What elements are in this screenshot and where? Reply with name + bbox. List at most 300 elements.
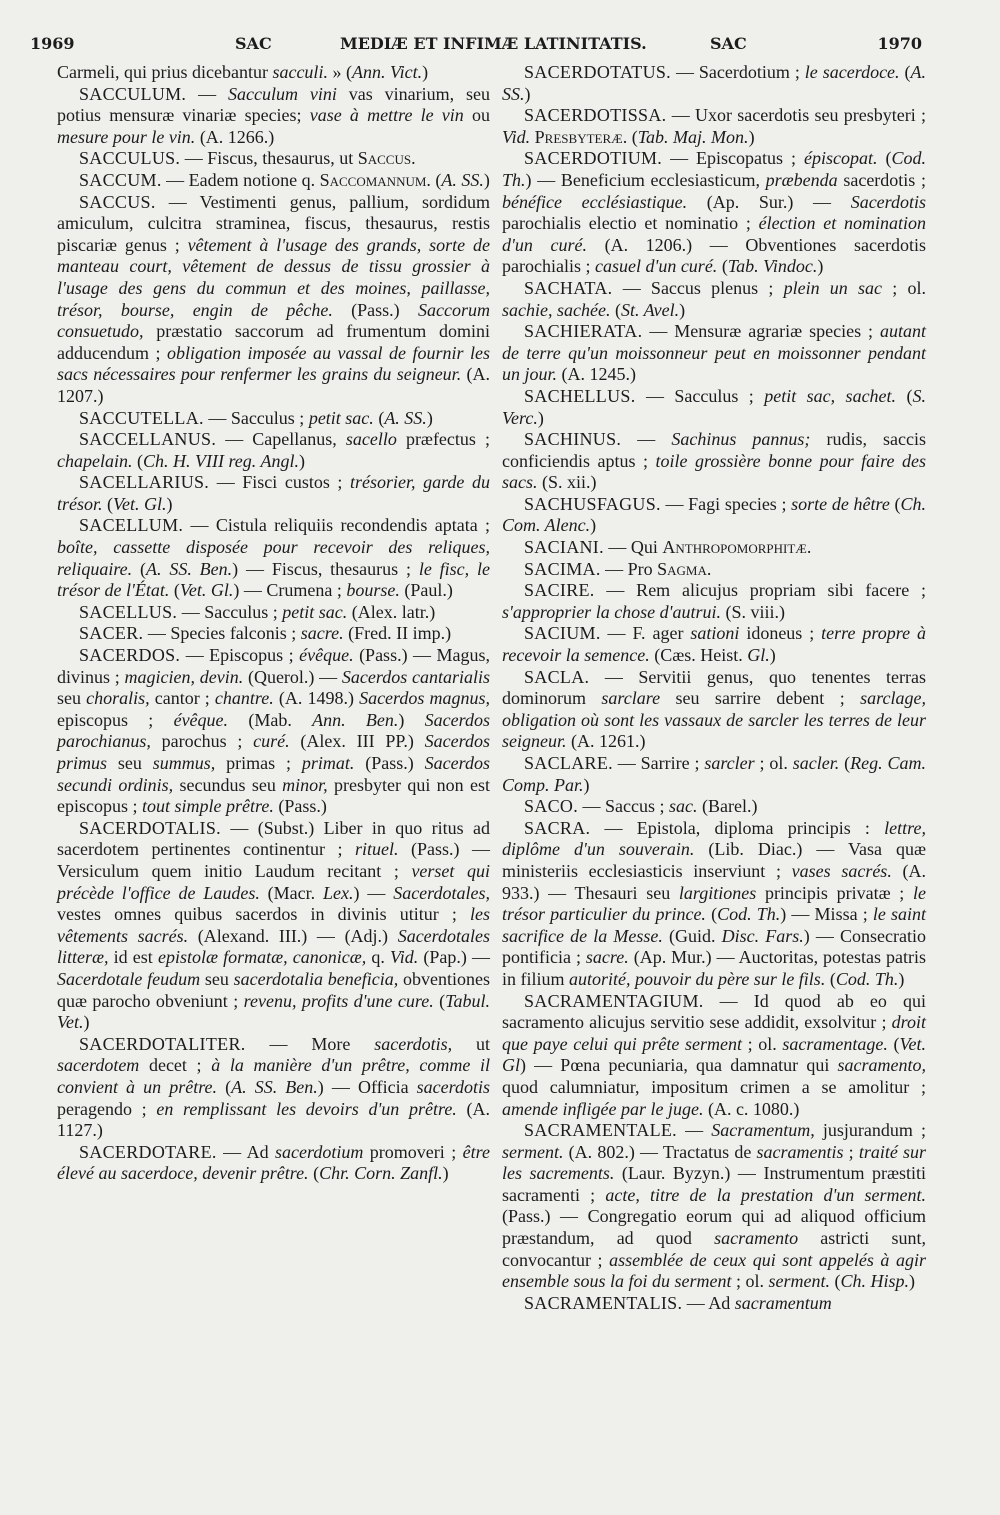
italic-text: terre propre à recevoir la semence. bbox=[502, 623, 927, 666]
italic-text: Sacerdos parochianus, bbox=[57, 709, 490, 752]
entry-text: (A. c. 1080.) bbox=[703, 1098, 800, 1119]
dictionary-entry bbox=[57, 645, 490, 818]
entry-text: (A. 933.) — Thesauri seu bbox=[502, 860, 926, 903]
entry-text: . bbox=[706, 558, 712, 579]
entry-text: — Fagi species ; bbox=[660, 493, 792, 514]
italic-text: Disc. Fars. bbox=[721, 925, 804, 946]
italic-text: les vêtements sacrés. bbox=[57, 904, 490, 946]
dictionary-entry bbox=[502, 667, 926, 753]
entry-text: obventiones quæ parocho obveniunt ; bbox=[57, 968, 490, 1011]
entry-text: cantor ; bbox=[149, 688, 215, 709]
entry-text: ; ol. bbox=[754, 753, 793, 773]
entry-text: ut bbox=[452, 1033, 490, 1054]
entry-text: seu sarrire debent ; bbox=[660, 688, 861, 709]
entry-text: presbyter qui non est episcopus ; bbox=[57, 774, 491, 817]
entry-text: (Pap.) — bbox=[418, 947, 490, 968]
entry-text: episcopus ; bbox=[57, 709, 174, 730]
italic-text: petit sac. bbox=[308, 407, 374, 428]
italic-text: casuel d'un curé. bbox=[594, 256, 718, 277]
italic-text: Sacerdos cantarialis bbox=[341, 666, 490, 687]
dictionary-entry bbox=[502, 148, 926, 278]
entry-text: ( bbox=[899, 62, 911, 82]
italic-text: autant de terre qu'un moissonneur peut en moissonner pendant un jour. bbox=[502, 321, 926, 385]
entry-text: — Sarrire ; bbox=[612, 753, 705, 773]
italic-text: le sacerdoce. bbox=[804, 62, 900, 82]
entry-text: — Sacculus ; bbox=[177, 601, 283, 622]
entry-text: ) bbox=[83, 1012, 90, 1033]
italic-text: sacramentis bbox=[756, 1141, 844, 1162]
italic-text: sacre. bbox=[585, 947, 629, 968]
entry-text: ( bbox=[889, 493, 901, 514]
entry-text: (Fred. II imp.) bbox=[343, 623, 452, 644]
italic-text: sationi bbox=[690, 623, 740, 644]
dictionary-entry bbox=[57, 1034, 490, 1142]
entry-text: — Episcopus ; bbox=[180, 645, 300, 666]
entry-text: ) bbox=[583, 774, 590, 795]
entry-text: (Guid. bbox=[662, 925, 722, 946]
italic-text: sacculi. bbox=[272, 62, 328, 82]
cross-reference: Presbyteræ bbox=[534, 126, 623, 147]
entry-text: ) bbox=[398, 709, 425, 730]
dictionary-entry bbox=[57, 818, 490, 1034]
entry-text: ; bbox=[843, 1141, 859, 1162]
headword: SACHUSFAGUS. bbox=[524, 493, 661, 514]
italic-text: élection et nomination d'un curé. bbox=[502, 213, 926, 255]
entry-text: ) bbox=[748, 126, 755, 147]
entry-text: . ( bbox=[622, 126, 638, 147]
entry-text: (A. 1127.) bbox=[57, 1098, 490, 1141]
italic-text: primat. bbox=[301, 753, 355, 773]
italic-text: lettre, diplôme d'un souverain. bbox=[502, 817, 926, 860]
entry-text: peragendo ; bbox=[57, 1098, 157, 1119]
headword: SACCULUM. bbox=[79, 83, 187, 104]
dictionary-entry bbox=[502, 1120, 926, 1293]
dictionary-entry bbox=[57, 472, 490, 515]
italic-text: droit que paye celui qui prête serment bbox=[502, 1012, 926, 1054]
entry-text: — Vestimenti genus, pallium, sordidum amiculum, culcitra straminea, fiscus, thesaurus, restis piscariæ genus ; bbox=[57, 191, 490, 255]
cross-reference: Anthropomorphitæ bbox=[662, 537, 807, 558]
entry-text: promoveri ; bbox=[363, 1141, 463, 1162]
dictionary-entry bbox=[57, 148, 490, 170]
italic-text: sac. bbox=[669, 796, 698, 817]
entry-text: — Episcopatus ; bbox=[662, 148, 804, 169]
dictionary-entry bbox=[57, 602, 490, 624]
entry-text: jusjurandum ; bbox=[814, 1120, 926, 1141]
entry-text: (Ap. Mur.) — Auctoritas, potestas patris in filium bbox=[502, 947, 926, 989]
italic-text: Tabul. Vet. bbox=[57, 990, 490, 1033]
italic-text: Vid. bbox=[502, 126, 531, 147]
entry-text: ( bbox=[705, 904, 718, 925]
italic-text: boîte, cassette disposée pour recevoir des reliques, reliquaire. bbox=[57, 537, 490, 579]
headword: SACERDOTISSA. bbox=[524, 105, 667, 126]
italic-text: sarcler bbox=[704, 753, 755, 773]
headword: SACIANI. bbox=[524, 537, 604, 558]
entry-text: (A. 1498.) bbox=[273, 688, 360, 709]
italic-text: Chr. Corn. Zanfl. bbox=[319, 1163, 443, 1184]
entry-text: ( bbox=[433, 990, 446, 1011]
entry-text: — Epistola, diploma principis : bbox=[590, 817, 885, 838]
italic-text: verset qui précède l'office de Laudes. bbox=[57, 860, 490, 903]
italic-text: Vet. Gl bbox=[502, 1033, 927, 1076]
headword: SACIRE. bbox=[524, 580, 595, 601]
italic-text: Vet. Gl. bbox=[179, 580, 234, 601]
italic-text: sarclage, obligation où sont les vassaux de sarcler les terres de leur seigneur. bbox=[502, 688, 926, 752]
italic-text: curé. bbox=[253, 731, 290, 752]
entry-text: (Alex. III PP.) bbox=[289, 731, 425, 752]
italic-text: rituel. bbox=[354, 839, 399, 860]
italic-text: sacello bbox=[345, 429, 397, 450]
entry-text: ) — Beneficium ecclesiasticum, bbox=[525, 169, 766, 190]
entry-text: — bbox=[621, 429, 672, 450]
italic-text: serment. bbox=[768, 1271, 830, 1292]
entry-text: (Pass.) — Congregatio eorum qui ad aliquod officium præstandum, ad quod bbox=[502, 1206, 926, 1249]
headword: SACHELLUS. bbox=[524, 385, 636, 406]
entry-text: ( bbox=[896, 385, 913, 406]
headword: SACERDOTARE. bbox=[79, 1141, 217, 1162]
headword: SACERDOS. bbox=[79, 645, 181, 666]
entry-text: ( bbox=[610, 299, 621, 320]
italic-text: Cod. Th. bbox=[835, 968, 899, 989]
entry-text: parochus ; bbox=[150, 731, 254, 752]
dictionary-entry bbox=[502, 537, 926, 559]
italic-text: amende infligée par le juge. bbox=[502, 1098, 704, 1119]
entry-text: seu bbox=[200, 968, 234, 989]
entry-text: ) — bbox=[353, 882, 394, 903]
headword: SACERDOTALIS. bbox=[79, 817, 221, 838]
entry-text: id est bbox=[108, 947, 158, 968]
entry-text: seu bbox=[57, 688, 87, 709]
entry-text: ( bbox=[308, 1163, 320, 1184]
italic-text: vase à mettre le vin bbox=[309, 105, 464, 126]
entry-text: ) bbox=[537, 407, 544, 428]
headword: SACO. bbox=[524, 796, 579, 817]
italic-text: sacerdotis, bbox=[374, 1033, 453, 1054]
entry-text: ( bbox=[102, 493, 114, 514]
headword: SACHATA. bbox=[524, 277, 613, 298]
cross-reference: Saccus bbox=[357, 148, 412, 169]
left-column bbox=[57, 62, 490, 1185]
headword: SACRAMENTALIS. bbox=[524, 1292, 683, 1313]
entry-text: — Ad bbox=[216, 1141, 276, 1162]
headword: SACCUTELLA. bbox=[79, 407, 204, 428]
italic-text: S. Verc. bbox=[502, 385, 926, 428]
italic-text: être élevé au sacerdoce, devenir prêtre. bbox=[57, 1141, 490, 1184]
entry-text: — (Subst.) Liber in quo ritus ad sacerdotem pertinentes continentur ; bbox=[57, 817, 490, 860]
entry-text: vas vinarium, seu potius mensuræ vinariæ species; bbox=[57, 83, 490, 126]
headword: SACELLUM. bbox=[79, 515, 184, 536]
entry-text: ( bbox=[717, 256, 728, 277]
dictionary-entry bbox=[502, 386, 926, 429]
dictionary-entry bbox=[57, 429, 490, 472]
entry-text: rudis, saccis conficiendis aptus ; bbox=[502, 429, 927, 471]
entry-text: ; ol. bbox=[731, 1271, 769, 1292]
italic-text: A. SS. Ben. bbox=[146, 558, 233, 579]
italic-text: obligation imposée au vassal de fournir les sacs nécessaires pour renfermer les grains du seigneur. bbox=[57, 342, 490, 385]
entry-text: ; ol. bbox=[882, 277, 926, 298]
entry-text: — Sacculus ; bbox=[635, 385, 765, 406]
italic-text: autorité, pouvoir du père sur le fils. bbox=[569, 968, 826, 989]
italic-text: largitiones bbox=[678, 882, 757, 903]
entry-text: ) bbox=[298, 450, 305, 471]
italic-text: sacramento bbox=[714, 1228, 799, 1249]
italic-text: A. SS. bbox=[384, 407, 427, 428]
entry-text: ) bbox=[769, 645, 776, 666]
italic-text: toile grossière bonne pour faire des sacs. bbox=[502, 450, 926, 493]
italic-text: trésorier, garde du trésor. bbox=[57, 472, 490, 514]
entry-text: ) — Missa ; bbox=[780, 904, 873, 925]
page-number-right: 1970 bbox=[877, 34, 922, 53]
italic-text: Vid. bbox=[390, 947, 419, 968]
entry-text: — bbox=[186, 83, 228, 104]
headword: SACLA. bbox=[524, 666, 590, 687]
italic-text: sacramentage. bbox=[782, 1033, 888, 1054]
dictionary-entry bbox=[502, 796, 926, 818]
entry-text: ) bbox=[898, 968, 905, 989]
entry-text: — Servitii genus, quo tenentes terras dominorum bbox=[502, 666, 926, 709]
entry-text: ) bbox=[483, 169, 490, 190]
headword: SACELLARIUS. bbox=[79, 472, 210, 493]
italic-text: épiscopat. bbox=[804, 148, 878, 169]
entry-text: ( bbox=[132, 450, 143, 471]
entry-text: ( bbox=[373, 407, 385, 428]
running-header bbox=[30, 34, 922, 62]
italic-text: évêque. bbox=[173, 709, 229, 730]
italic-text: vases sacrés. bbox=[791, 860, 892, 881]
entry-text: ) bbox=[524, 83, 531, 104]
header-abbrev-left: SAC bbox=[235, 34, 272, 53]
entry-text: (A. 1206.) — Obventiones sacerdotis parochialis ; bbox=[502, 234, 926, 277]
entry-text: parochialis electio et nominatio ; bbox=[502, 213, 759, 234]
italic-text: A. SS. bbox=[441, 169, 484, 190]
entry-text: ( bbox=[887, 1033, 900, 1054]
italic-text: A. SS. Ben. bbox=[231, 1076, 318, 1097]
italic-text: Ch. H. VIII reg. Angl. bbox=[142, 450, 299, 471]
entry-text: præfectus ; bbox=[396, 429, 491, 450]
entry-text: ) bbox=[590, 515, 597, 536]
italic-text: traité sur les sacrements. bbox=[502, 1141, 926, 1184]
entry-text: astricti sunt, convocantur ; bbox=[502, 1228, 926, 1270]
dictionary-entry bbox=[502, 429, 926, 494]
entry-text: (A. 1266.) bbox=[195, 126, 275, 147]
italic-text: Cod. Th. bbox=[502, 148, 926, 190]
headword: SACCELLANUS. bbox=[79, 429, 217, 450]
italic-text: le fisc, le trésor de l'État. bbox=[57, 558, 490, 601]
italic-text: sacerdotem bbox=[57, 1055, 140, 1076]
italic-text: à la manière d'un prêtre, comme il convient à un prêtre. bbox=[57, 1055, 490, 1097]
italic-text: Sachinus pannus; bbox=[671, 429, 811, 450]
entry-text: vestes omnes quibus sacerdos in divinis utitur ; bbox=[57, 904, 470, 925]
italic-text: magicien, devin. bbox=[124, 666, 244, 687]
italic-text: Vet. Gl. bbox=[113, 493, 167, 514]
entry-text: (Laur. Byzyn.) — Instrumentum præstiti sacramenti ; bbox=[502, 1163, 927, 1205]
italic-text: Cod. Th. bbox=[717, 904, 781, 925]
italic-text: chapelain. bbox=[57, 450, 133, 471]
italic-text: le saint sacrifice de la Messe. bbox=[502, 904, 927, 946]
headword: SACRA. bbox=[524, 817, 591, 838]
italic-text: Sacramentum, bbox=[711, 1120, 815, 1141]
italic-text: Ch. Com. Alenc. bbox=[502, 493, 926, 536]
dictionary-entry bbox=[57, 408, 490, 430]
entry-text: — Sacculus ; bbox=[203, 407, 309, 428]
headword: SACHIERATA. bbox=[524, 321, 643, 342]
entry-text: ou bbox=[463, 105, 491, 126]
headword: SACLARE. bbox=[524, 753, 613, 773]
italic-text: sacerdotis bbox=[416, 1076, 490, 1097]
italic-text: Sacerdotales, bbox=[393, 882, 490, 903]
entry-text: — Ad bbox=[682, 1292, 735, 1313]
italic-text: choralis, bbox=[86, 688, 150, 709]
dictionary-entry bbox=[502, 321, 926, 386]
entry-text: — Species falconis ; bbox=[143, 623, 301, 644]
italic-text: Lex. bbox=[323, 882, 354, 903]
entry-text: (A. 802.) — Tractatus de bbox=[563, 1141, 757, 1162]
entry-text: — bbox=[676, 1120, 712, 1141]
entry-text: ( bbox=[217, 1076, 232, 1097]
entry-text: — Pro bbox=[600, 558, 658, 579]
entry-text: (Querol.) — bbox=[243, 666, 342, 687]
dictionary-entry bbox=[57, 1142, 490, 1185]
italic-text: chantre. bbox=[214, 688, 274, 709]
dictionary-entry bbox=[502, 753, 926, 796]
entry-text: — Capellanus, bbox=[216, 429, 346, 450]
italic-text: Tab. Maj. Mon. bbox=[637, 126, 749, 147]
entry-text: — Qui bbox=[603, 537, 663, 558]
dictionary-entry bbox=[57, 170, 490, 192]
dictionary-entry bbox=[57, 84, 490, 149]
entry-text: ) bbox=[817, 256, 824, 277]
italic-text: Sacerdos secundi ordinis, bbox=[57, 753, 490, 795]
italic-text: St. Avel. bbox=[620, 299, 680, 320]
entry-text: ) — Consecratio pontificia ; bbox=[502, 925, 927, 968]
entry-text: — Sacerdotium ; bbox=[670, 62, 805, 82]
italic-text: summus, bbox=[152, 753, 216, 773]
dictionary-entry bbox=[502, 580, 926, 623]
entry-text: ) — Pœna pecuniaria, qua damnatur qui bbox=[520, 1055, 838, 1076]
italic-text: serment. bbox=[502, 1141, 564, 1162]
italic-text: bourse. bbox=[346, 580, 400, 601]
entry-text: . ( bbox=[426, 169, 442, 190]
italic-text: sacramentum bbox=[734, 1292, 832, 1313]
cross-reference: Saccomannum bbox=[319, 169, 427, 190]
entry-text: (Ap. Sur.) — bbox=[687, 191, 851, 212]
entry-text: (Mab. bbox=[228, 709, 313, 730]
entry-text: ( bbox=[877, 148, 892, 169]
headword: SACERDOTIUM. bbox=[524, 148, 663, 169]
page-number-left: 1969 bbox=[30, 34, 75, 53]
italic-text: sorte de hêtre bbox=[791, 493, 890, 514]
dictionary-entry bbox=[57, 192, 490, 408]
headword: SACELLUS. bbox=[79, 601, 178, 622]
italic-text: mesure pour le vin. bbox=[57, 126, 196, 147]
entry-text: (Alexand. III.) — (Adj.) bbox=[188, 925, 398, 946]
italic-text: sacerdotium bbox=[275, 1141, 364, 1162]
entry-text: decet ; bbox=[139, 1055, 212, 1076]
entry-text: — Fisci custos ; bbox=[209, 472, 351, 493]
italic-text: acte, titre de la prestation d'un serment. bbox=[605, 1184, 926, 1205]
entry-text: præstatio saccorum ad frumentum domini adducendum ; bbox=[57, 321, 490, 363]
italic-text: sacler. bbox=[792, 753, 840, 773]
headword: SACCULUS. bbox=[79, 148, 181, 169]
entry-text: — Rem alicujus propriam sibi facere ; bbox=[594, 580, 926, 601]
italic-text: en remplissant les devoirs d'un prêtre. bbox=[156, 1098, 457, 1119]
entry-text: ) bbox=[442, 1163, 449, 1184]
entry-text: ( bbox=[839, 753, 851, 773]
dictionary-entry bbox=[502, 1293, 926, 1315]
headword: SACCUS. bbox=[79, 191, 156, 212]
italic-text: Saccorum consuetudo, bbox=[57, 299, 490, 342]
italic-text: Sacerdotales litteræ, bbox=[57, 925, 490, 968]
entry-text: (Alex. latr.) bbox=[347, 601, 436, 622]
entry-text: — Eadem notione q. bbox=[161, 169, 320, 190]
italic-text: Gl. bbox=[747, 645, 770, 666]
headword: SACRAMENTAGIUM. bbox=[524, 990, 704, 1011]
dictionary-entry bbox=[502, 559, 926, 581]
entry-text: sacerdotis ; bbox=[837, 169, 926, 190]
cross-reference: Sagma bbox=[657, 558, 707, 579]
entry-text: ) bbox=[426, 407, 433, 428]
entry-text: . bbox=[411, 148, 416, 169]
entry-text: ) bbox=[166, 493, 173, 514]
entry-text: — Uxor sacerdotis seu presbyteri ; bbox=[666, 105, 926, 126]
headword: SACIUM. bbox=[524, 623, 601, 644]
entry-text: Carmeli, qui prius dicebantur bbox=[57, 62, 273, 82]
italic-text: assemblée de ceux qui sont appelés à agir ensemble sous la foi du serment bbox=[502, 1249, 927, 1292]
headword: SACHINUS. bbox=[524, 429, 622, 450]
entry-text: ) — Officia bbox=[317, 1076, 417, 1097]
italic-text: plein un sac bbox=[783, 277, 883, 298]
headword: SACCUM. bbox=[79, 169, 162, 190]
entry-text: principis privatæ ; bbox=[756, 882, 913, 903]
dictionary-entry bbox=[502, 623, 926, 666]
headword: SACERDOTALITER. bbox=[79, 1033, 246, 1054]
dictionary-entry bbox=[502, 278, 926, 321]
entry-text: primas ; bbox=[215, 753, 302, 773]
entry-continuation bbox=[57, 62, 490, 84]
entry-text: ( bbox=[169, 580, 180, 601]
italic-text: évêque. bbox=[299, 645, 354, 666]
entry-text: (Paul.) bbox=[399, 580, 453, 601]
entry-text: idoneus ; bbox=[739, 623, 822, 644]
italic-text: Sacerdotis bbox=[850, 191, 927, 212]
entry-text: (Pass.) bbox=[354, 753, 425, 773]
entry-text: (Barel.) bbox=[697, 796, 758, 817]
italic-text: bénéfice ecclésiastique. bbox=[502, 191, 688, 212]
entry-text: (A. 1245.) bbox=[557, 364, 637, 385]
dictionary-entry bbox=[502, 991, 926, 1121]
entry-text: (Pass.) — Versiculum quem initio Laudum recitant ; bbox=[57, 839, 490, 881]
entry-text: (Lib. Diac.) — Vasa quæ ministeriis ecclesiasticis inserviunt ; bbox=[502, 839, 926, 881]
italic-text: præbenda bbox=[765, 169, 838, 190]
right-column bbox=[502, 62, 926, 1314]
italic-text: Ch. Hisp. bbox=[840, 1271, 910, 1292]
italic-text: tout simple prêtre. bbox=[142, 796, 274, 817]
entry-text: ) bbox=[679, 299, 686, 320]
italic-text: sacre. bbox=[300, 623, 344, 644]
italic-text: sacramento, bbox=[837, 1055, 926, 1076]
entry-text: ) bbox=[422, 62, 429, 82]
entry-text: ( bbox=[132, 558, 146, 579]
italic-text: minor, bbox=[282, 774, 328, 795]
entry-text: q. bbox=[366, 947, 391, 968]
entry-text: — More bbox=[245, 1033, 375, 1054]
dictionary-entry bbox=[502, 105, 926, 148]
entry-text: secundus seu bbox=[173, 774, 283, 795]
italic-text: petit sac, sachet. bbox=[764, 385, 897, 406]
italic-text: Sacerdos magnus, bbox=[359, 688, 490, 709]
italic-text: Sacerdotale feudum bbox=[57, 968, 201, 989]
entry-text: (Macr. bbox=[259, 882, 323, 903]
headword: SACER. bbox=[79, 623, 144, 644]
